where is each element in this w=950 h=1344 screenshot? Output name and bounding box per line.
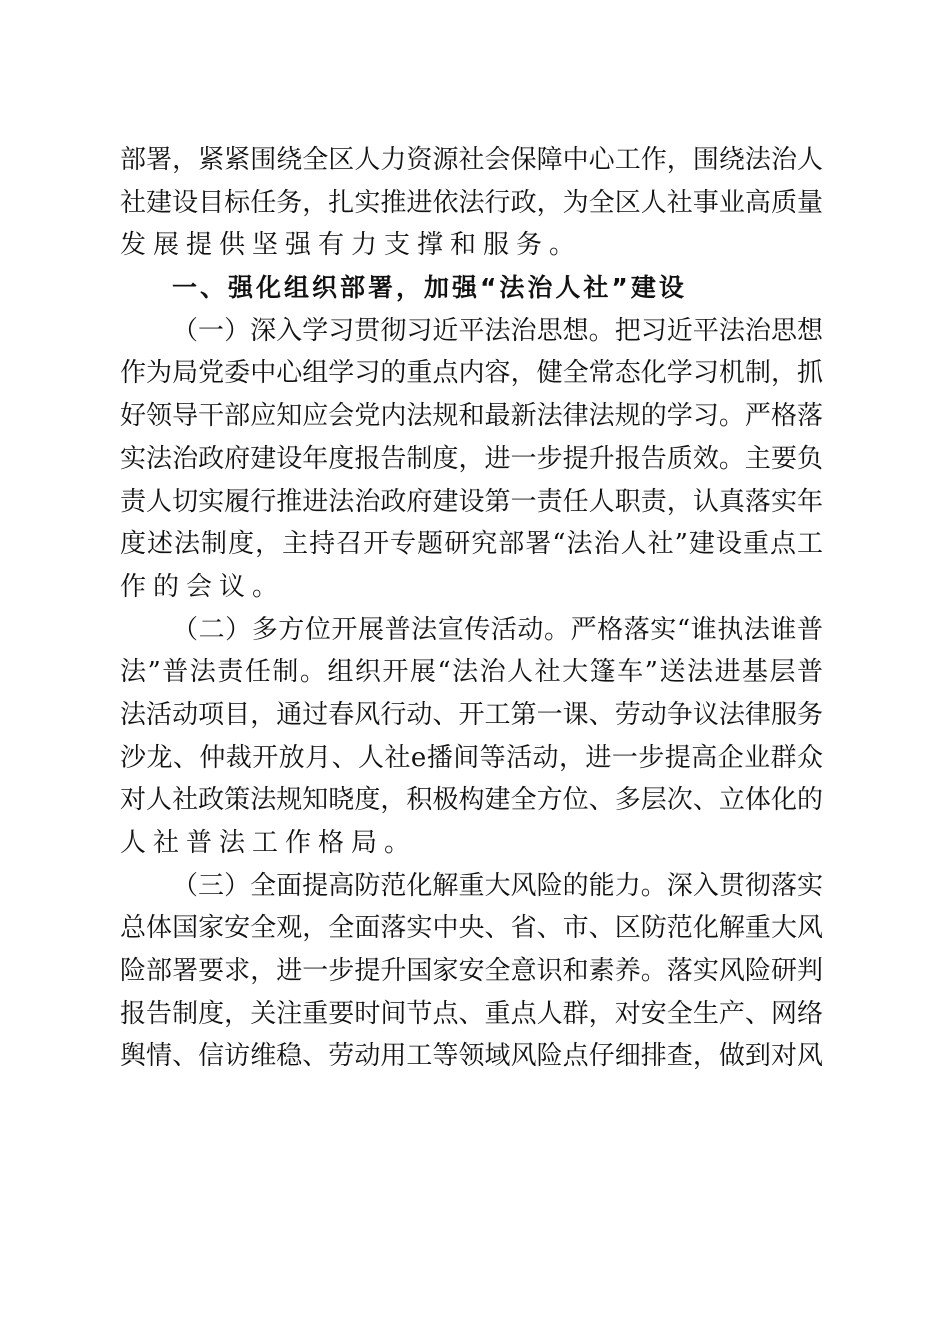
text-line: 险部署要求，进一步提升国家安全意识和素养。落实风险研判 bbox=[120, 956, 823, 987]
section-heading: 一、强化组织部署，加强“法治人社”建设 bbox=[172, 273, 687, 303]
intro-paragraph bbox=[120, 139, 823, 267]
text-line: 舆情、信访维稳、劳动用工等领域风险点仔细排查，做到对风 bbox=[120, 1041, 823, 1072]
document-page bbox=[120, 139, 823, 1078]
text-line: 法活动项目，通过春风行动、开工第一课、劳动争议法律服务 bbox=[120, 699, 823, 730]
text-line: 实法治政府建设年度报告制度，进一步提升报告质效。主要负 bbox=[120, 443, 823, 474]
text-line: 社建设目标任务，扎实推进依法行政，为全区人社事业高质量 bbox=[120, 187, 823, 218]
text-line: 作的会议。 bbox=[120, 571, 286, 602]
text-line: 法”普法责任制。组织开展“法治人社大篷车”送法进基层普 bbox=[120, 657, 823, 688]
text-line: 沙龙、仲裁开放月、人社e播间等活动，进一步提高企业群众 bbox=[120, 742, 823, 773]
paragraph-3 bbox=[120, 865, 823, 1078]
text-line: 责人切实履行推进法治政府建设第一责任人职责，认真落实年 bbox=[120, 486, 823, 517]
text-line: 发展提供坚强有力支撑和服务。 bbox=[120, 230, 583, 261]
text-line: 作为局党委中心组学习的重点内容，健全常态化学习机制，抓 bbox=[120, 358, 823, 389]
text-line: （一）深入学习贯彻习近平法治思想。把习近平法治思想 bbox=[172, 315, 823, 346]
text-line: 人社普法工作格局。 bbox=[120, 828, 418, 858]
paragraph-1 bbox=[120, 310, 823, 609]
text-line: （二）多方位开展普法宣传活动。严格落实“谁执法谁普 bbox=[172, 614, 823, 645]
text-line: 总体国家安全观，全面落实中央、省、市、区防范化解重大风 bbox=[120, 913, 823, 944]
text-line: 报告制度，关注重要时间节点、重点人群，对安全生产、网络 bbox=[120, 998, 823, 1029]
text-line: 对人社政策法规知晓度，积极构建全方位、多层次、立体化的 bbox=[120, 785, 823, 816]
paragraph-2 bbox=[120, 609, 823, 865]
text-line: 好领导干部应知应会党内法规和最新法律法规的学习。严格落 bbox=[120, 401, 823, 432]
text-line: （三）全面提高防范化解重大风险的能力。深入贯彻落实 bbox=[172, 870, 823, 901]
text-line: 度述法制度，主持召开专题研究部署“法治人社”建设重点工 bbox=[120, 529, 823, 560]
text-line: 部署，紧紧围绕全区人力资源社会保障中心工作，围绕法治人 bbox=[120, 145, 823, 175]
